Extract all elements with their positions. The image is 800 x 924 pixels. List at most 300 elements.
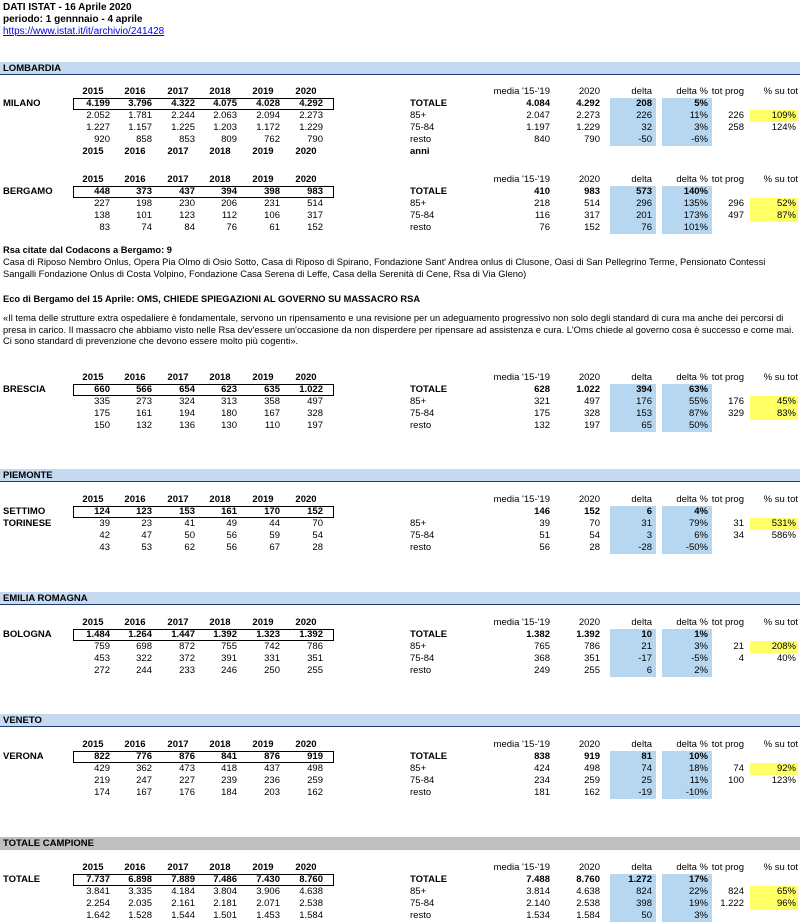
- year-footer: 2017: [167, 146, 189, 157]
- row-label: TOTALE: [410, 874, 448, 885]
- year-header: 2017: [167, 862, 189, 873]
- tot-prog-value: 100: [728, 775, 744, 786]
- year-value: 152: [307, 506, 323, 517]
- tot-prog-value: [706, 384, 744, 396]
- tot-prog-value: [706, 629, 744, 641]
- row-label: 75-84: [410, 210, 435, 221]
- pct-tot-value: 123%: [771, 775, 796, 786]
- year-value: 47: [141, 530, 152, 541]
- city-name: BOLOGNA: [3, 629, 52, 640]
- delta-value: 573: [610, 186, 656, 198]
- year-value: 6.898: [128, 874, 152, 885]
- year-value: 180: [221, 408, 237, 419]
- year-value: 1.528: [128, 910, 152, 921]
- year-value: 194: [179, 408, 195, 419]
- delta-pct-header: delta %: [676, 862, 708, 873]
- city-name-line2: TORINESE: [3, 518, 52, 529]
- year-header: 2016: [124, 739, 146, 750]
- year-value: 313: [221, 396, 237, 407]
- table-row: [0, 653, 800, 665]
- year-header: 2019: [252, 617, 274, 628]
- year-value: 203: [264, 787, 280, 798]
- row-label: 75-84: [410, 408, 435, 419]
- page-title: DATI ISTAT - 16 Aprile 2020: [3, 2, 132, 13]
- year-value: 130: [221, 420, 237, 431]
- y2020-header: 2020: [578, 372, 600, 383]
- tot-prog-value: 31: [733, 518, 744, 529]
- year-value: 391: [221, 653, 237, 664]
- year-value: 853: [179, 134, 195, 145]
- delta-value: 21: [610, 641, 656, 653]
- delta-pct-value: -5%: [662, 653, 712, 665]
- year-value: 4.199: [86, 98, 110, 109]
- year-value: 776: [136, 751, 152, 762]
- pct-tot-value: [750, 134, 798, 146]
- row-label: resto: [410, 542, 432, 553]
- year-value: 23: [141, 518, 152, 529]
- delta-header: delta: [631, 372, 652, 383]
- delta-pct-value: 140%: [662, 186, 712, 198]
- year-value: 497: [307, 396, 323, 407]
- delta-value: 76: [610, 222, 656, 234]
- year-value: 56: [226, 530, 237, 541]
- delta-pct-value: 50%: [662, 420, 712, 432]
- year-value: 176: [179, 787, 195, 798]
- year-value: 246: [221, 665, 237, 676]
- delta-pct-header: delta %: [676, 372, 708, 383]
- year-value: 335: [94, 396, 110, 407]
- delta-pct-value: 3%: [662, 641, 712, 653]
- year-value: 372: [179, 653, 195, 664]
- year-value: 790: [307, 134, 323, 145]
- year-value: 317: [307, 210, 323, 221]
- tot-prog-value: 1.222: [720, 898, 744, 909]
- tot-prog-value: 21: [733, 641, 744, 652]
- year-value: 2.035: [128, 898, 152, 909]
- rsa-title: Rsa citate dal Codacons a Bergamo: 9: [3, 245, 172, 255]
- delta-pct-value: 173%: [662, 210, 712, 222]
- year-value: 322: [136, 653, 152, 664]
- tot-prog-value: [706, 506, 744, 518]
- delta-value: 31: [610, 518, 656, 530]
- year-value: 61: [269, 222, 280, 233]
- pct-tot-header: % su tot: [763, 86, 798, 97]
- year-value: 7.737: [86, 874, 110, 885]
- year-header: 2016: [124, 174, 146, 185]
- year-value: 1.022: [299, 384, 323, 395]
- value-2020: 514: [584, 198, 600, 209]
- tot-prog-value: 258: [728, 122, 744, 133]
- delta-value: -19: [610, 787, 656, 799]
- year-header: 2015: [82, 372, 104, 383]
- header-row: [0, 494, 800, 506]
- delta-value: 65: [610, 420, 656, 432]
- region-veneto: VENETO: [0, 714, 800, 727]
- year-header: 2020: [295, 617, 317, 628]
- table-row: [0, 530, 800, 542]
- year-header: 2019: [252, 86, 274, 97]
- year-header: 2017: [167, 372, 189, 383]
- year-value: 698: [136, 641, 152, 652]
- y2020-header: 2020: [578, 617, 600, 628]
- year-value: 7.889: [171, 874, 195, 885]
- value-2020: 790: [584, 134, 600, 145]
- city-name: MILANO: [3, 98, 41, 109]
- delta-value: 176: [610, 396, 656, 408]
- pct-tot-header: % su tot: [763, 174, 798, 185]
- pct-tot-value: 531%: [750, 518, 798, 530]
- tot-prog-value: [706, 134, 744, 146]
- delta-pct-value: 11%: [662, 110, 712, 122]
- year-value: 175: [94, 408, 110, 419]
- year-header: 2019: [252, 174, 274, 185]
- year-value: 219: [94, 775, 110, 786]
- pct-tot-value: 124%: [771, 122, 796, 133]
- value-2020: 351: [584, 653, 600, 664]
- delta-pct-value: 17%: [662, 874, 712, 886]
- value-2020: 162: [584, 787, 600, 798]
- year-header: 2018: [209, 617, 231, 628]
- pct-tot-header: % su tot: [763, 372, 798, 383]
- delta-value: 6: [610, 665, 656, 677]
- media-header: media '15-'19: [493, 372, 550, 383]
- pct-tot-value: [750, 751, 798, 763]
- table-row: [0, 210, 800, 222]
- year-value: 4.292: [299, 98, 323, 109]
- year-value: 3.841: [86, 886, 110, 897]
- year-value: 76: [226, 222, 237, 233]
- tot-prog-header: tot prog: [711, 739, 744, 750]
- delta-value: 201: [610, 210, 656, 222]
- row-label: 85+: [410, 198, 427, 209]
- delta-pct-value: 11%: [662, 775, 712, 787]
- year-value: 809: [221, 134, 237, 145]
- year-value: 272: [94, 665, 110, 676]
- year-value: 198: [136, 198, 152, 209]
- media-value: 56: [539, 542, 550, 553]
- media-header: media '15-'19: [493, 739, 550, 750]
- pct-tot-value: [750, 98, 798, 110]
- year-value: 244: [136, 665, 152, 676]
- pct-tot-value: [750, 874, 798, 886]
- pct-tot-header: % su tot: [763, 494, 798, 505]
- year-value: 453: [94, 653, 110, 664]
- eco-text: «Il tema delle strutture extra ospedaliere è fondamentale, servono un ripensamento e una revisione per un adeguamento progressivo non solo degli standard di cura ma anche dei percorsi di presa in carico. Il massacro che abbiamo visto nelle Rsa dev'essere un'occasione da non disperdere per ripensare ad assistenza e cura. L'Oms chiede al governo cosa è successo e come mai. Ci sono standard di prevenzione che devono essere molto più cogenti».: [3, 313, 794, 346]
- delta-pct-header: delta %: [676, 494, 708, 505]
- year-value: 150: [94, 420, 110, 431]
- row-label: 85+: [410, 763, 427, 774]
- year-value: 437: [179, 186, 195, 197]
- year-value: 919: [307, 751, 323, 762]
- period-label: periodo: 1 gennnaio - 4 aprile: [3, 14, 143, 25]
- delta-header: delta: [631, 862, 652, 873]
- year-value: 53: [141, 542, 152, 553]
- year-value: 1.453: [256, 910, 280, 921]
- year-value: 2.273: [299, 110, 323, 121]
- year-header: 2020: [295, 862, 317, 873]
- media-header: media '15-'19: [493, 174, 550, 185]
- pct-tot-value: [750, 542, 798, 554]
- year-header: 2016: [124, 494, 146, 505]
- year-header: 2016: [124, 862, 146, 873]
- year-footer: 2020: [295, 146, 317, 157]
- delta-pct-value: 2%: [662, 665, 712, 677]
- pct-tot-value: [750, 665, 798, 677]
- year-value: 759: [94, 641, 110, 652]
- year-value: 755: [221, 641, 237, 652]
- year-header: 2017: [167, 174, 189, 185]
- year-value: 1.501: [213, 910, 237, 921]
- year-value: 259: [307, 775, 323, 786]
- table-row: [0, 518, 800, 530]
- year-header: 2017: [167, 86, 189, 97]
- year-header: 2018: [209, 739, 231, 750]
- year-value: 124: [94, 506, 110, 517]
- year-value: 876: [179, 751, 195, 762]
- media-value: 4.084: [526, 98, 550, 109]
- delta-value: -50: [610, 134, 656, 146]
- media-value: 410: [534, 186, 550, 197]
- city-name: TOTALE: [3, 874, 41, 885]
- year-value: 1.544: [171, 910, 195, 921]
- media-value: 765: [534, 641, 550, 652]
- row-label: 75-84: [410, 530, 435, 541]
- year-value: 123: [136, 506, 152, 517]
- table-row: [0, 751, 800, 763]
- year-header: 2015: [82, 494, 104, 505]
- tot-prog-value: 176: [728, 396, 744, 407]
- tot-prog-value: [706, 186, 744, 198]
- tot-prog-value: 74: [733, 763, 744, 774]
- delta-value: 81: [610, 751, 656, 763]
- year-value: 167: [264, 408, 280, 419]
- row-label: 85+: [410, 518, 427, 529]
- media-value: 132: [534, 420, 550, 431]
- year-value: 3.335: [128, 886, 152, 897]
- year-value: 514: [307, 198, 323, 209]
- delta-pct-value: 10%: [662, 751, 712, 763]
- pct-tot-value: 92%: [750, 763, 798, 775]
- value-2020: 259: [584, 775, 600, 786]
- delta-pct-value: 55%: [662, 396, 712, 408]
- year-value: 62: [184, 542, 195, 553]
- year-value: 4.638: [299, 886, 323, 897]
- media-value: 3.814: [526, 886, 550, 897]
- year-header: 2016: [124, 372, 146, 383]
- media-value: 2.140: [526, 898, 550, 909]
- year-header: 2020: [295, 174, 317, 185]
- pct-tot-value: 208%: [750, 641, 798, 653]
- pct-tot-value: [750, 910, 798, 922]
- year-value: 7.430: [256, 874, 280, 885]
- pct-tot-value: 96%: [750, 898, 798, 910]
- year-value: 39: [99, 518, 110, 529]
- year-value: 362: [136, 763, 152, 774]
- delta-pct-header: delta %: [676, 86, 708, 97]
- row-label: 85+: [410, 641, 427, 652]
- row-label: TOTALE: [410, 384, 448, 395]
- year-value: 654: [179, 384, 195, 395]
- year-value: 2.063: [213, 110, 237, 121]
- year-value: 358: [264, 396, 280, 407]
- year-header: 2019: [252, 739, 274, 750]
- delta-pct-value: 101%: [662, 222, 712, 234]
- value-2020: 1.392: [576, 629, 600, 640]
- year-value: 231: [264, 198, 280, 209]
- delta-pct-value: 63%: [662, 384, 712, 396]
- year-value: 233: [179, 665, 195, 676]
- header-row: [0, 372, 800, 384]
- table-row: [0, 898, 800, 910]
- pct-tot-value: 87%: [750, 210, 798, 222]
- year-header: 2016: [124, 86, 146, 97]
- year-header: 2020: [295, 86, 317, 97]
- delta-pct-value: -6%: [662, 134, 712, 146]
- year-header: 2015: [82, 739, 104, 750]
- header-row: [0, 862, 800, 874]
- pct-tot-header: % su tot: [763, 617, 798, 628]
- anni-label: anni: [410, 146, 430, 157]
- table-row: [0, 763, 800, 775]
- y2020-header: 2020: [578, 86, 600, 97]
- pct-tot-value: [750, 420, 798, 432]
- year-value: 394: [221, 186, 237, 197]
- media-value: 181: [534, 787, 550, 798]
- value-2020: 1.229: [576, 122, 600, 133]
- year-header: 2015: [82, 174, 104, 185]
- row-label: 75-84: [410, 122, 435, 133]
- table-row: [0, 110, 800, 122]
- years-footer-row: [0, 146, 800, 158]
- media-value: 218: [534, 198, 550, 209]
- media-value: 51: [539, 530, 550, 541]
- year-value: 623: [221, 384, 237, 395]
- year-value: 1.392: [299, 629, 323, 640]
- year-value: 4.075: [213, 98, 237, 109]
- delta-value: 6: [610, 506, 656, 518]
- media-value: 838: [534, 751, 550, 762]
- table-row: [0, 384, 800, 396]
- tot-prog-value: [706, 910, 744, 922]
- delta-value: 1.272: [610, 874, 656, 886]
- year-value: 7.486: [213, 874, 237, 885]
- year-footer: 2015: [82, 146, 104, 157]
- pct-tot-header: % su tot: [763, 739, 798, 750]
- year-value: 2.538: [299, 898, 323, 909]
- year-value: 473: [179, 763, 195, 774]
- pct-tot-value: 65%: [750, 886, 798, 898]
- media-value: 234: [534, 775, 550, 786]
- year-value: 230: [179, 198, 195, 209]
- value-2020: 328: [584, 408, 600, 419]
- header-row: [0, 617, 800, 629]
- delta-pct-value: 5%: [662, 98, 712, 110]
- row-label: resto: [410, 420, 432, 431]
- year-value: 1.484: [86, 629, 110, 640]
- year-value: 2.254: [86, 898, 110, 909]
- y2020-header: 2020: [578, 862, 600, 873]
- year-value: 70: [312, 518, 323, 529]
- year-header: 2018: [209, 862, 231, 873]
- row-label: resto: [410, 134, 432, 145]
- year-value: 170: [264, 506, 280, 517]
- media-value: 76: [539, 222, 550, 233]
- tot-prog-header: tot prog: [711, 617, 744, 628]
- city-name: BERGAMO: [3, 186, 53, 197]
- value-2020: 70: [589, 518, 600, 529]
- year-value: 1.157: [128, 122, 152, 133]
- tot-prog-value: [706, 542, 744, 554]
- year-value: 822: [94, 751, 110, 762]
- source-link[interactable]: https://www.istat.it/it/archivio/241428: [3, 26, 165, 37]
- row-label: 75-84: [410, 775, 435, 786]
- table-row: [0, 775, 800, 787]
- year-header: 2015: [82, 86, 104, 97]
- year-value: 42: [99, 530, 110, 541]
- year-value: 4.184: [171, 886, 195, 897]
- year-value: 132: [136, 420, 152, 431]
- delta-pct-value: 4%: [662, 506, 712, 518]
- media-value: 840: [534, 134, 550, 145]
- year-value: 206: [221, 198, 237, 209]
- tot-prog-value: 296: [728, 198, 744, 209]
- row-label: TOTALE: [410, 186, 448, 197]
- pct-tot-value: 109%: [750, 110, 798, 122]
- value-2020: 983: [584, 186, 600, 197]
- delta-pct-value: 6%: [662, 530, 712, 542]
- delta-pct-value: 19%: [662, 898, 712, 910]
- row-label: TOTALE: [410, 629, 448, 640]
- year-value: 1.264: [128, 629, 152, 640]
- delta-value: 824: [610, 886, 656, 898]
- year-header: 2020: [295, 739, 317, 750]
- row-label: TOTALE: [410, 751, 448, 762]
- year-value: 4.028: [256, 98, 280, 109]
- value-2020: 498: [584, 763, 600, 774]
- value-2020: 919: [584, 751, 600, 762]
- year-value: 373: [136, 186, 152, 197]
- year-value: 110: [264, 420, 280, 431]
- year-value: 101: [136, 210, 152, 221]
- year-value: 660: [94, 384, 110, 395]
- year-value: 255: [307, 665, 323, 676]
- year-value: 1.584: [299, 910, 323, 921]
- delta-header: delta: [631, 494, 652, 505]
- tot-prog-value: [706, 787, 744, 799]
- delta-value: 394: [610, 384, 656, 396]
- year-value: 2.244: [171, 110, 195, 121]
- year-header: 2018: [209, 86, 231, 97]
- year-value: 74: [141, 222, 152, 233]
- table-row: [0, 122, 800, 134]
- year-value: 161: [221, 506, 237, 517]
- media-value: 368: [534, 653, 550, 664]
- year-header: 2017: [167, 617, 189, 628]
- tot-prog-value: 824: [728, 886, 744, 897]
- year-value: 197: [307, 420, 323, 431]
- delta-pct-value: 3%: [662, 122, 712, 134]
- year-value: 152: [307, 222, 323, 233]
- year-value: 876: [264, 751, 280, 762]
- row-label: 75-84: [410, 898, 435, 909]
- row-label: 85+: [410, 396, 427, 407]
- year-value: 161: [136, 408, 152, 419]
- row-label: resto: [410, 910, 432, 921]
- media-header: media '15-'19: [493, 86, 550, 97]
- year-value: 56: [226, 542, 237, 553]
- year-value: 328: [307, 408, 323, 419]
- year-value: 162: [307, 787, 323, 798]
